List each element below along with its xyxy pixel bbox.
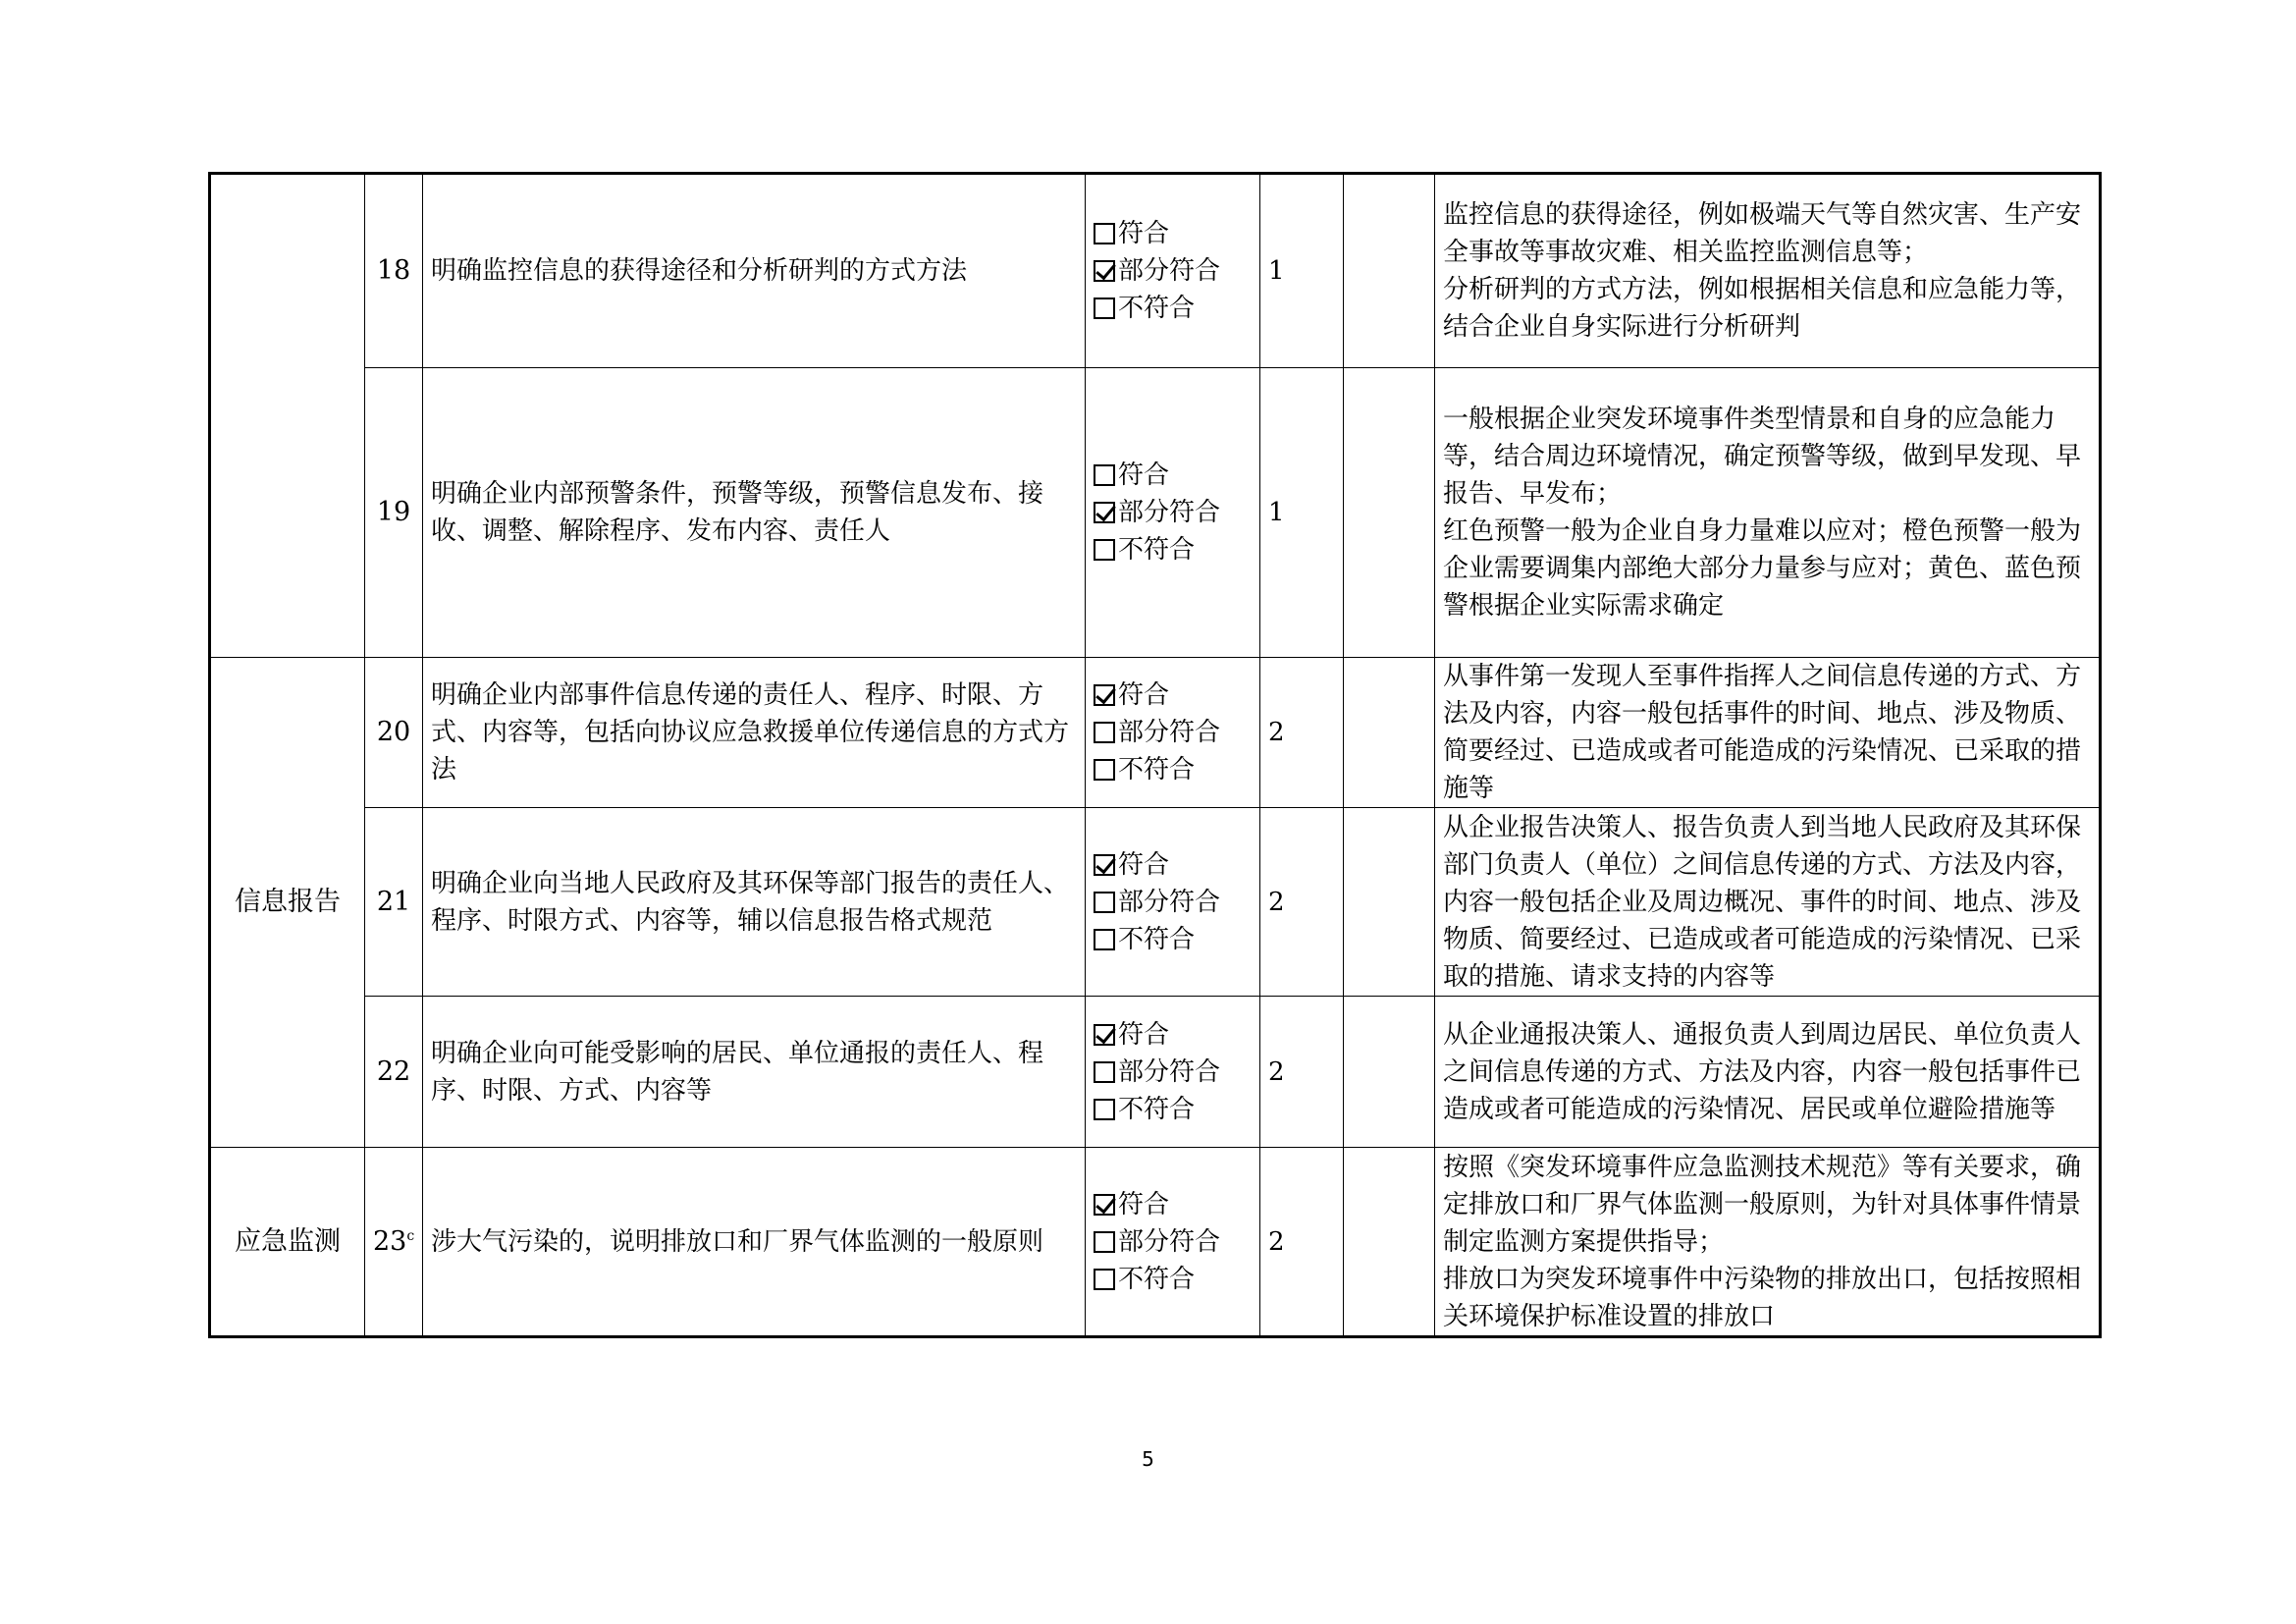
option-label: 部分符合: [1118, 887, 1221, 917]
score-cell: 2: [1260, 1148, 1344, 1337]
option-label: 符合: [1118, 460, 1170, 490]
category-cell: 信息报告: [210, 658, 365, 1148]
option-label: 部分符合: [1118, 1056, 1221, 1087]
compliance-option[interactable]: [1094, 457, 1252, 494]
checkbox-icon[interactable]: [1094, 223, 1115, 244]
option-label: 部分符合: [1118, 256, 1221, 286]
compliance-option[interactable]: [1094, 531, 1252, 568]
guidance-note: 按照《突发环境事件应急监测技术规范》等有关要求，确定排放口和厂界气体监测一般原则，为针对具体事件情景制定监测方案提供指导； 排放口为突发环境事件中污染物的排放出口，包括按照相关环境保护标准设置的排放口: [1435, 1148, 2101, 1337]
compliance-option[interactable]: [1094, 846, 1252, 884]
guidance-note: 从企业报告决策人、报告负责人到当地人民政府及其环保部门负责人（单位）之间信息传递的方式、方法及内容，内容一般包括企业及周边概况、事件的时间、地点、涉及物质、简要经过、已造成或者可能造成的污染情况、已采取的措施、请求支持的内容等: [1435, 808, 2101, 997]
table-row: [210, 174, 2101, 368]
option-label: 不符合: [1118, 1094, 1196, 1124]
compliance-option[interactable]: [1094, 751, 1252, 788]
compliance-options: [1086, 368, 1260, 658]
requirement-text: 涉大气污染的，说明排放口和厂界气体监测的一般原则: [423, 1148, 1086, 1337]
option-label: 不符合: [1118, 924, 1196, 954]
item-number: 18: [365, 174, 423, 368]
requirement-text: 明确企业内部事件信息传递的责任人、程序、时限、方式、内容等，包括向协议应急救援单位传递信息的方式方法: [423, 658, 1086, 808]
compliance-options: [1086, 658, 1260, 808]
score-cell: 1: [1260, 368, 1344, 658]
compliance-options: [1086, 1148, 1260, 1337]
guidance-note: 从企业通报决策人、通报负责人到周边居民、单位负责人之间信息传递的方式、方法及内容，内容一般包括事件已造成或者可能造成的污染情况、居民或单位避险措施等: [1435, 997, 2101, 1148]
compliance-option[interactable]: [1094, 1261, 1252, 1298]
table-row: [210, 808, 2101, 997]
item-number-superscript: c: [406, 1227, 415, 1244]
compliance-options: [1086, 808, 1260, 997]
option-label: 符合: [1118, 1019, 1170, 1050]
checkbox-icon[interactable]: [1094, 759, 1115, 781]
blank-cell: [1344, 368, 1435, 658]
option-label: 符合: [1118, 680, 1170, 710]
score-cell: 1: [1260, 174, 1344, 368]
compliance-option[interactable]: [1094, 215, 1252, 252]
option-label: 符合: [1118, 849, 1170, 880]
item-number: 22: [365, 997, 423, 1148]
option-label: 不符合: [1118, 1264, 1196, 1294]
checked-box-icon[interactable]: [1094, 502, 1115, 523]
compliance-options: [1086, 997, 1260, 1148]
compliance-option[interactable]: [1094, 884, 1252, 921]
checked-box-icon[interactable]: [1094, 260, 1115, 282]
table-row: [210, 368, 2101, 658]
checkbox-icon[interactable]: [1094, 1099, 1115, 1120]
option-label: 部分符合: [1118, 718, 1221, 747]
option-label: 符合: [1118, 1189, 1170, 1219]
checkbox-icon[interactable]: [1094, 1061, 1115, 1083]
blank-cell: [1344, 174, 1435, 368]
option-label: 不符合: [1118, 294, 1196, 323]
checked-box-icon[interactable]: [1094, 1024, 1115, 1046]
compliance-option[interactable]: [1094, 1223, 1252, 1261]
checked-box-icon[interactable]: [1094, 1194, 1115, 1216]
option-label: 符合: [1118, 219, 1170, 248]
category-cell: [210, 174, 365, 658]
page-number: 5: [1142, 1447, 1154, 1471]
blank-cell: [1344, 1148, 1435, 1337]
option-label: 部分符合: [1118, 1226, 1221, 1257]
compliance-options: [1086, 174, 1260, 368]
compliance-option[interactable]: [1094, 677, 1252, 714]
guidance-note: 一般根据企业突发环境事件类型情景和自身的应急能力等，结合周边环境情况，确定预警等级，做到早发现、早报告、早发布； 红色预警一般为企业自身力量难以应对；橙色预警一般为企业需要调集内部绝大部分力量参与应对；黄色、蓝色预警根据企业实际需求确定: [1435, 368, 2101, 658]
table-row: [210, 658, 2101, 808]
requirement-text: 明确企业向当地人民政府及其环保等部门报告的责任人、程序、时限方式、内容等，辅以信息报告格式规范: [423, 808, 1086, 997]
option-label: 部分符合: [1118, 498, 1221, 527]
compliance-option[interactable]: [1094, 1186, 1252, 1223]
option-label: 不符合: [1118, 755, 1196, 785]
requirement-text: 明确企业向可能受影响的居民、单位通报的责任人、程序、时限、方式、内容等: [423, 997, 1086, 1148]
checkbox-icon[interactable]: [1094, 539, 1115, 561]
compliance-option[interactable]: [1094, 494, 1252, 531]
item-number: [365, 1148, 423, 1337]
item-number-value: 23: [373, 1225, 407, 1257]
guidance-note: 监控信息的获得途径，例如极端天气等自然灾害、生产安全事故等事故灾难、相关监控监测信息等； 分析研判的方式方法，例如根据相关信息和应急能力等，结合企业自身实际进行分析研判: [1435, 174, 2101, 368]
compliance-option[interactable]: [1094, 921, 1252, 958]
option-label: 不符合: [1118, 535, 1196, 565]
checked-box-icon[interactable]: [1094, 854, 1115, 876]
checkbox-icon[interactable]: [1094, 929, 1115, 950]
item-number: 19: [365, 368, 423, 658]
compliance-option[interactable]: [1094, 1054, 1252, 1091]
compliance-option[interactable]: [1094, 290, 1252, 327]
compliance-option[interactable]: [1094, 252, 1252, 290]
guidance-note: 从事件第一发现人至事件指挥人之间信息传递的方式、方法及内容，内容一般包括事件的时间、地点、涉及物质、简要经过、已造成或者可能造成的污染情况、已采取的措施等: [1435, 658, 2101, 808]
requirement-text: 明确监控信息的获得途径和分析研判的方式方法: [423, 174, 1086, 368]
item-number: 20: [365, 658, 423, 808]
score-cell: 2: [1260, 808, 1344, 997]
table-row: [210, 1148, 2101, 1337]
checkbox-icon[interactable]: [1094, 1231, 1115, 1253]
checklist-table: [208, 172, 2102, 1338]
score-cell: 2: [1260, 658, 1344, 808]
category-cell: 应急监测: [210, 1148, 365, 1337]
blank-cell: [1344, 808, 1435, 997]
score-cell: 2: [1260, 997, 1344, 1148]
compliance-option[interactable]: [1094, 1091, 1252, 1128]
checkbox-icon[interactable]: [1094, 722, 1115, 743]
checkbox-icon[interactable]: [1094, 892, 1115, 913]
checkbox-icon[interactable]: [1094, 1269, 1115, 1290]
checked-box-icon[interactable]: [1094, 684, 1115, 706]
compliance-option[interactable]: [1094, 1016, 1252, 1054]
checkbox-icon[interactable]: [1094, 298, 1115, 319]
blank-cell: [1344, 658, 1435, 808]
checkbox-icon[interactable]: [1094, 464, 1115, 486]
blank-cell: [1344, 997, 1435, 1148]
table-row: [210, 997, 2101, 1148]
requirement-text: 明确企业内部预警条件，预警等级，预警信息发布、接收、调整、解除程序、发布内容、责任人: [423, 368, 1086, 658]
item-number: 21: [365, 808, 423, 997]
compliance-option[interactable]: [1094, 714, 1252, 751]
